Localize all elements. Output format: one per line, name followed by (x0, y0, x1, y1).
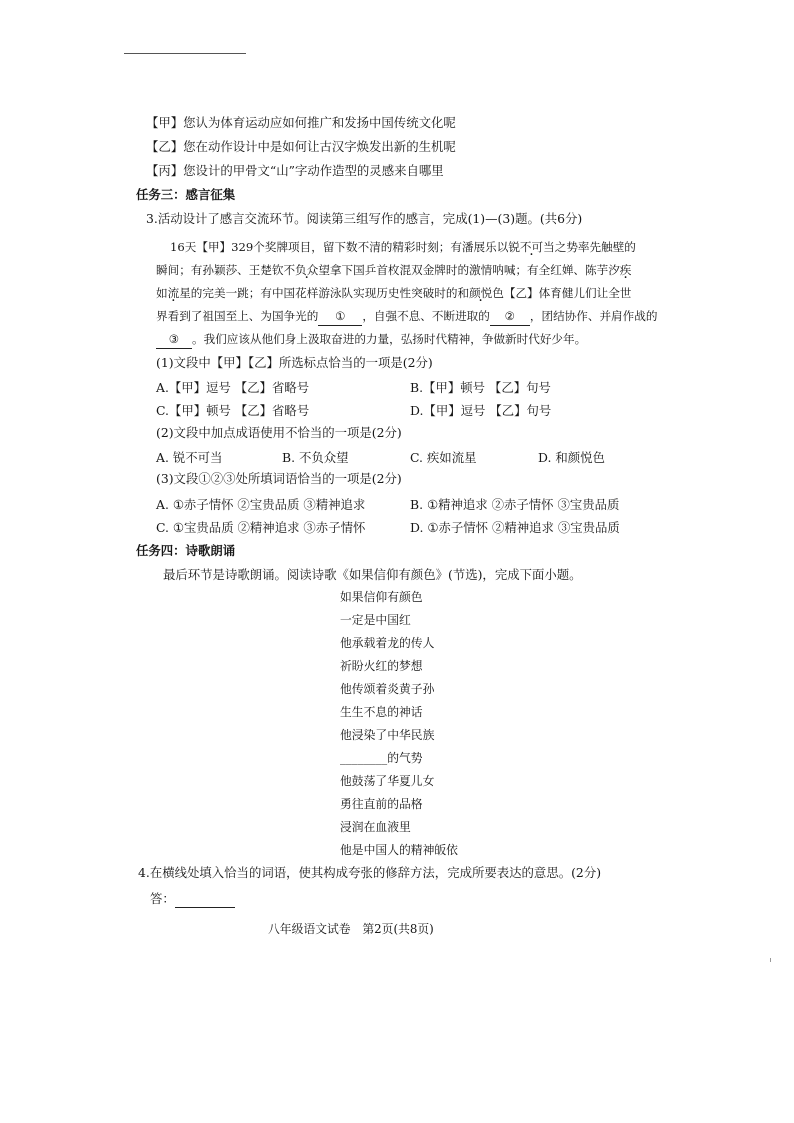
question-jia: 【甲】您认为体育运动应如何推广和发扬中国传统文化呢 (146, 115, 456, 130)
passage-line-3: 如流星的完美一跳；有中国花样游泳队实现历史性突破时的和颜悦色【乙】体育健儿们让全世 (156, 286, 632, 300)
sub1-option-b: B.【甲】顿号 【乙】句号 (410, 380, 551, 395)
blank-2: ② (490, 307, 530, 326)
sub2-option-c: C. 疾如流星 (410, 450, 477, 465)
task4-intro: 最后环节是诗歌朗诵。阅读诗歌《如果信仰有颜色》(节选)，完成下面小题。 (163, 567, 582, 582)
sub1-option-a: A.【甲】逗号 【乙】省略号 (156, 380, 310, 395)
page-footer: 八年级语文试卷 第2页(共8页) (268, 922, 434, 936)
sub2-option-b: B. 不负众望 (282, 450, 349, 465)
sub3-option-a: A. ①赤子情怀 ②宝贵品质 ③精神追求 (156, 497, 366, 512)
sub1-option-d: D.【甲】逗号 【乙】句号 (410, 403, 552, 418)
poem-line: 生生不息的神话 (340, 705, 423, 719)
answer-row (150, 890, 235, 908)
q4-prompt: 4.在横线处填入恰当的词语，使其构成夸张的修辞方法，完成所要表达的意思。(2分) (138, 865, 602, 880)
poem-line: 他承载着龙的传人 (340, 636, 435, 650)
poem-line: 如果信仰有颜色 (340, 590, 423, 604)
sub-question-2: (2)文段中加点成语使用不恰当的一项是(2分) (156, 425, 402, 440)
blank-1: ① (318, 307, 362, 326)
sub3-option-d: D. ①赤子情怀 ②精神追求 ③宝贵品质 (410, 520, 620, 535)
poem-line: 祈盼火红的梦想 (340, 659, 423, 673)
task4-title: 任务四：诗歌朗诵 (136, 543, 236, 558)
answer-label: 答： (150, 891, 175, 906)
sub-question-3: (3)文段①②③处所填词语恰当的一项是(2分) (156, 471, 402, 486)
passage-line-2: 瞬间；有孙颖莎、王楚钦不负众望拿下国乒首枚混双金牌时的激情呐喊；有全红婵、陈芋汐疾 (156, 263, 632, 277)
task3-title: 任务三：感言征集 (136, 187, 236, 202)
idiom-1: 锐不可当 (508, 240, 555, 254)
question-yi: 【乙】您在动作设计中是如何让古汉字焕发出新的生机呢 (146, 139, 456, 154)
poem-line: 勇往直前的品格 (340, 797, 423, 811)
poem-line: 他传颂着炎黄子孙 (340, 682, 435, 696)
idiom-4: 和颜悦色 (457, 286, 504, 300)
question-bing: 【丙】您设计的甲骨文“山”字动作造型的灵感来自哪里 (146, 163, 444, 178)
idiom-3b: 如流星 (156, 286, 191, 300)
sub1-option-c: C.【甲】顿号 【乙】省略号 (156, 403, 310, 418)
passage-line-4: 界看到了祖国至上、为国争光的 ① ，自强不息、不断进取的 ② ，团结协作、并肩作战的 (156, 307, 657, 326)
poem-line: 浸润在血液里 (340, 820, 411, 834)
top-rule (124, 53, 246, 54)
passage-line-1: 16天【甲】329个奖牌项目，留下数不清的精彩时刻；有潘展乐以锐不可当之势率先触壁的 (170, 240, 636, 254)
answer-blank[interactable] (175, 893, 235, 908)
sub3-option-c: C. ①宝贵品质 ②精神追求 ③赤子情怀 (156, 520, 366, 535)
passage-line-5: ③ 。我们应该从他们身上汲取奋进的力量，弘扬时代精神，争做新时代好少年。 (156, 330, 586, 349)
idiom-3a: 疾 (619, 263, 632, 277)
poem-line: 他鼓荡了华夏儿女 (340, 774, 435, 788)
poem-line: 他浸染了中华民族 (340, 728, 435, 742)
sub2-option-d: D. 和颜悦色 (538, 450, 605, 465)
sub2-option-a: A. 锐不可当 (156, 450, 223, 465)
poem-line: 一定是中国红 (340, 613, 411, 627)
scan-speck (770, 958, 771, 962)
sub-question-1: (1)文段中【甲】【乙】所选标点恰当的一项是(2分) (156, 355, 433, 370)
blank-3: ③ (156, 330, 192, 349)
q3-intro: 3.活动设计了感言交流环节。阅读第三组写作的感言，完成(1)—(3)题。(共6分) (146, 211, 583, 226)
poem-line-blank: ________的气势 (340, 751, 423, 765)
sub3-option-b: B. ①精神追求 ②赤子情怀 ③宝贵品质 (410, 497, 620, 512)
poem-line: 他是中国人的精神皈依 (340, 843, 458, 857)
idiom-2: 不负众望 (283, 263, 330, 277)
